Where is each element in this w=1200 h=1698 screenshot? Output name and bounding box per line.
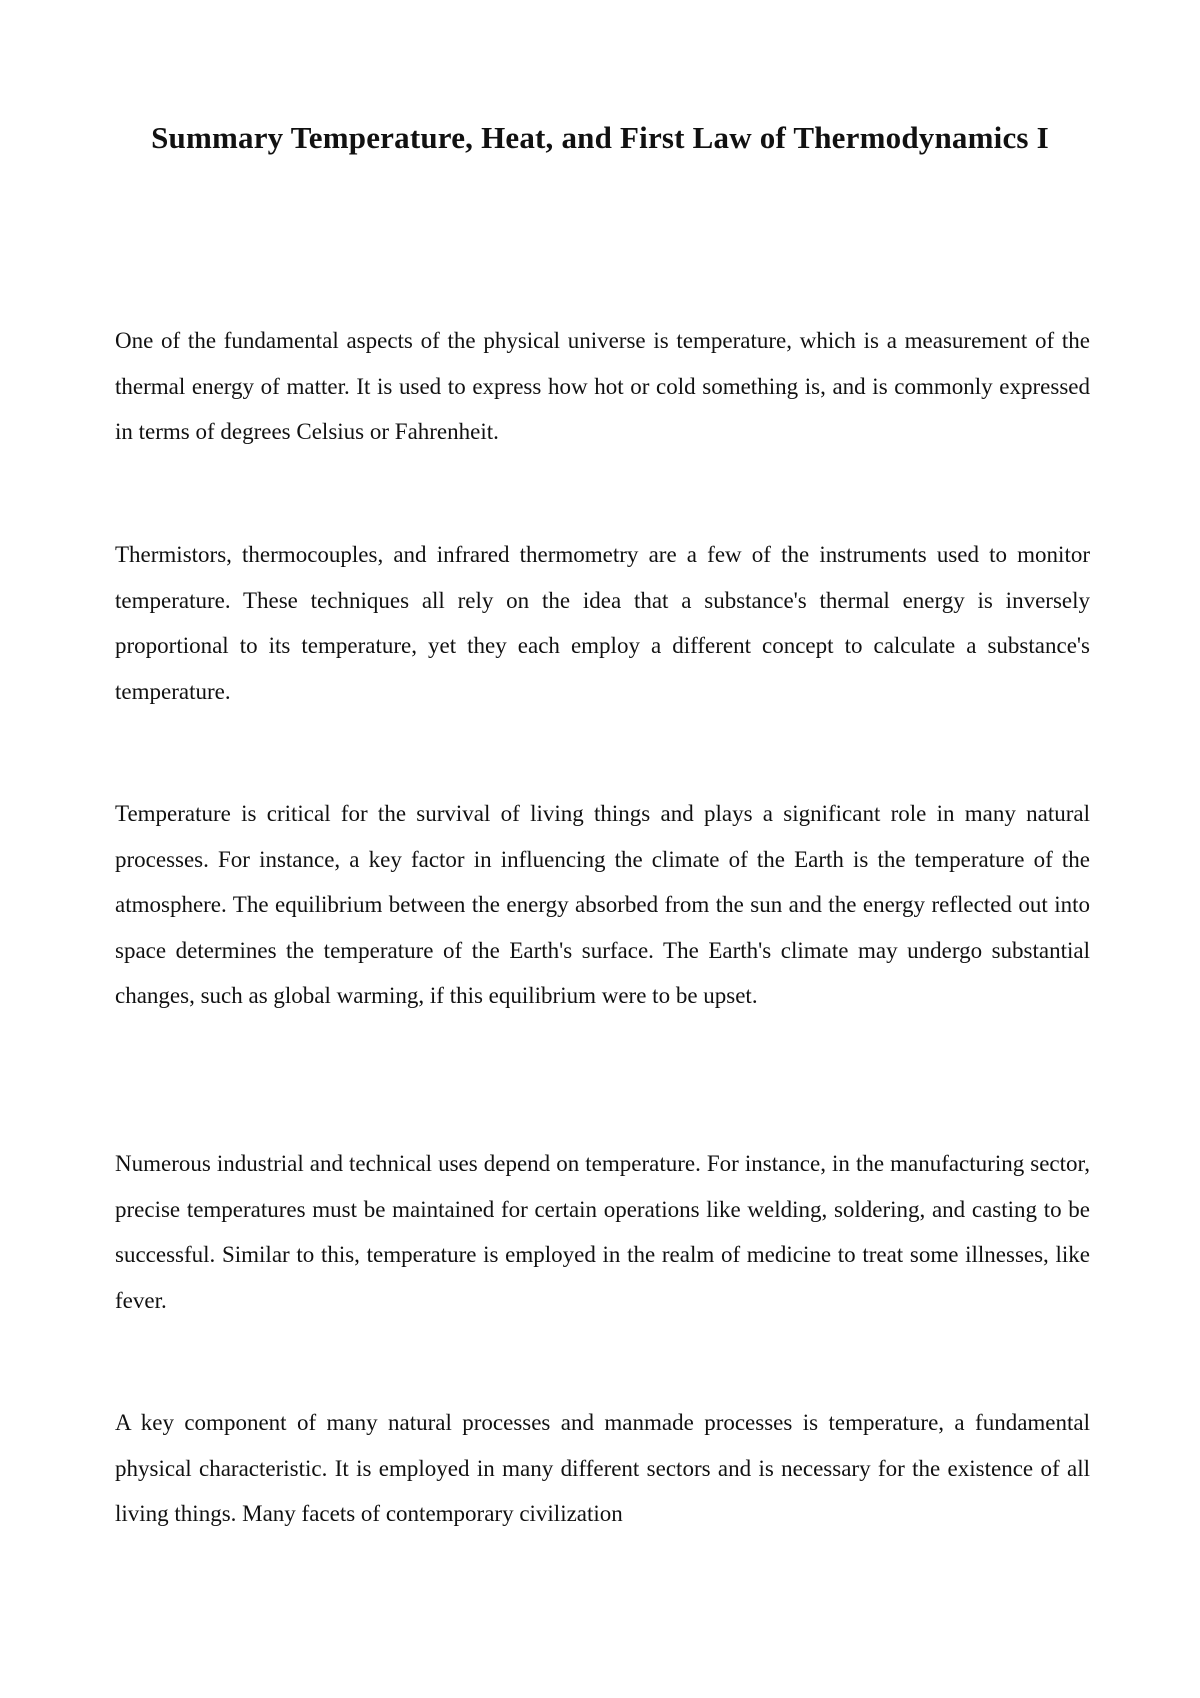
document-title: Summary Temperature, Heat, and First Law of Thermodynamics I <box>151 120 1049 155</box>
paragraph-measurement-instruments: Thermistors, thermocouples, and infrared thermometry are a few of the instruments used to monitor temperature. These techniques all rely on the idea that a substance's thermal energy is inversely proportional to its temperature, yet they each employ a different concept to calculate a substance's temperature. <box>115 542 1090 704</box>
paragraph-temperature-definition: One of the fundamental aspects of the physical universe is temperature, which is a measurement of the thermal energy of matter. It is used to express how hot or cold something is, and is commonly expressed in terms of degrees Celsius or Fahrenheit. <box>115 328 1090 444</box>
paragraph-conclusion: A key component of many natural processes and manmade processes is temperature, a fundamental physical characteristic. It is employed in many different sectors and is necessary for the existence of all living things. Many facets of contemporary civilization <box>115 1410 1090 1526</box>
paragraph-industrial-uses: Numerous industrial and technical uses depend on temperature. For instance, in the manufacturing sector, precise temperatures must be maintained for certain operations like welding, soldering, and casting to be successful. Similar to this, temperature is employed in the realm of medicine to treat some illnesses, like fever. <box>115 1151 1090 1313</box>
paragraph-natural-processes: Temperature is critical for the survival of living things and plays a significant role in many natural processes. For instance, a key factor in influencing the climate of the Earth is the temperature of the atmosphere. The equilibrium between the energy absorbed from the sun and the energy reflected out into space determines the temperature of the Earth's surface. The Earth's climate may undergo substantial changes, such as global warming, if this equilibrium were to be upset. <box>115 801 1090 1008</box>
